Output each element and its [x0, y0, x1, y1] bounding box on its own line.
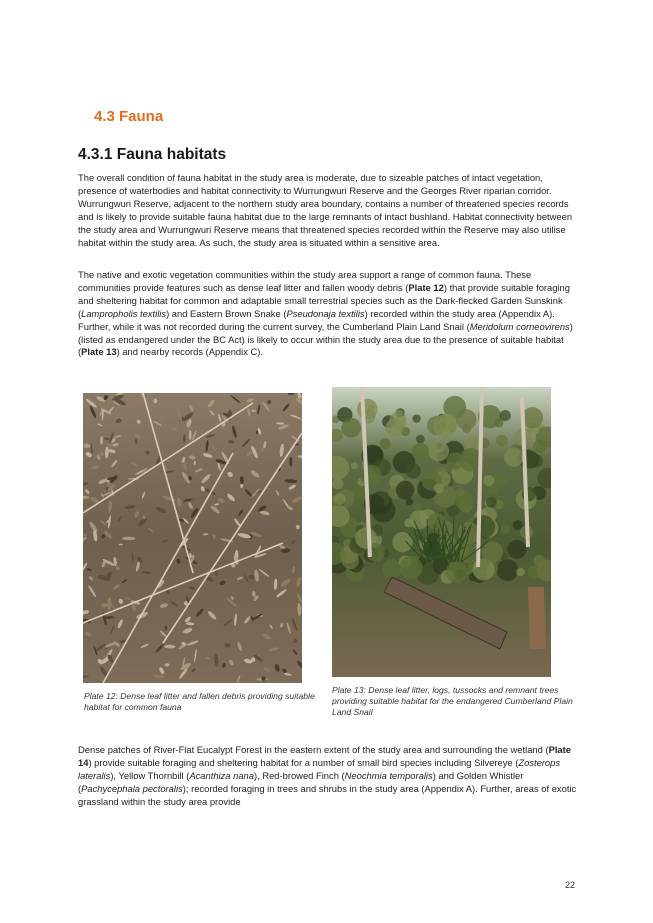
paragraph-vegetation-communities: The native and exotic vegetation communities within the study area support a range of common fauna. These communities provide features such as dense leaf litter and fallen woody debris (Plate 12) that provide suitable foraging and sheltering habitat for common and adaptable small terrestrial species such as the Dark-flecked Garden Sunskink (Lampropholis textilis) and Eastern Brown Snake (Pseudonaja textilis) recorded within the study area (Appendix A). Further, while it was not recorded during the current survey, the Cumberland Plain Land Snail (Meridolum corneovirens) (listed as endangered under the BC Act) is likely to occur within the study area due to the presence of suitable habitat (Plate 13) and nearby records (Appendix C).: [78, 269, 573, 358]
plate-12-photo: [83, 393, 302, 683]
section-heading: 4.3 Fauna: [94, 108, 164, 125]
plate-13-caption: Plate 13: Dense leaf litter, logs, tussocks and remnant trees providing suitable habitat for the endangered Cumberland Plain Land Snail: [332, 685, 573, 717]
subsection-heading: 4.3.1 Fauna habitats: [78, 146, 227, 163]
paragraph-fauna-habitat-condition: The overall condition of fauna habitat in the study area is moderate, due to sizeable patches of intact vegetation, presence of waterbodies and habitat connectivity to Wurrungwuri Reserve and the Georges River riparian corridor. Wurrungwuri Reserve, adjacent to the northern study area boundary, contains a number of threatened species records and is likely to provide suitable fauna habitat due to the large remnants of intact bushland. Habitat connectivity between the study area and Wurrungwuri Reserve means that threatened species recorded within the Reserve may also utilise habitat within the study area. As such, the study area is situated within a sensitive area.: [78, 172, 573, 248]
page-number: 22: [565, 880, 576, 890]
paragraph-river-flat-forest: Dense patches of River-Flat Eucalypt Forest in the eastern extent of the study area and surrounding the wetland (Plate 14) provide suitable foraging and sheltering habitat for a number of small bird species including Silvereye (Zosterops lateralis), Yellow Thornbill (Acanthiza nana), Red-browed Finch (Neochmia temporalis) and Golden Whistler (Pachycephala pectoralis); recorded foraging in trees and shrubs in the study area (Appendix A). Further, areas of exotic grassland within the study area provide: [78, 744, 577, 807]
plate-13-photo: [332, 387, 551, 677]
plate-12-caption: Plate 12: Dense leaf litter and fallen debris providing suitable habitat for common fauna: [84, 691, 315, 712]
